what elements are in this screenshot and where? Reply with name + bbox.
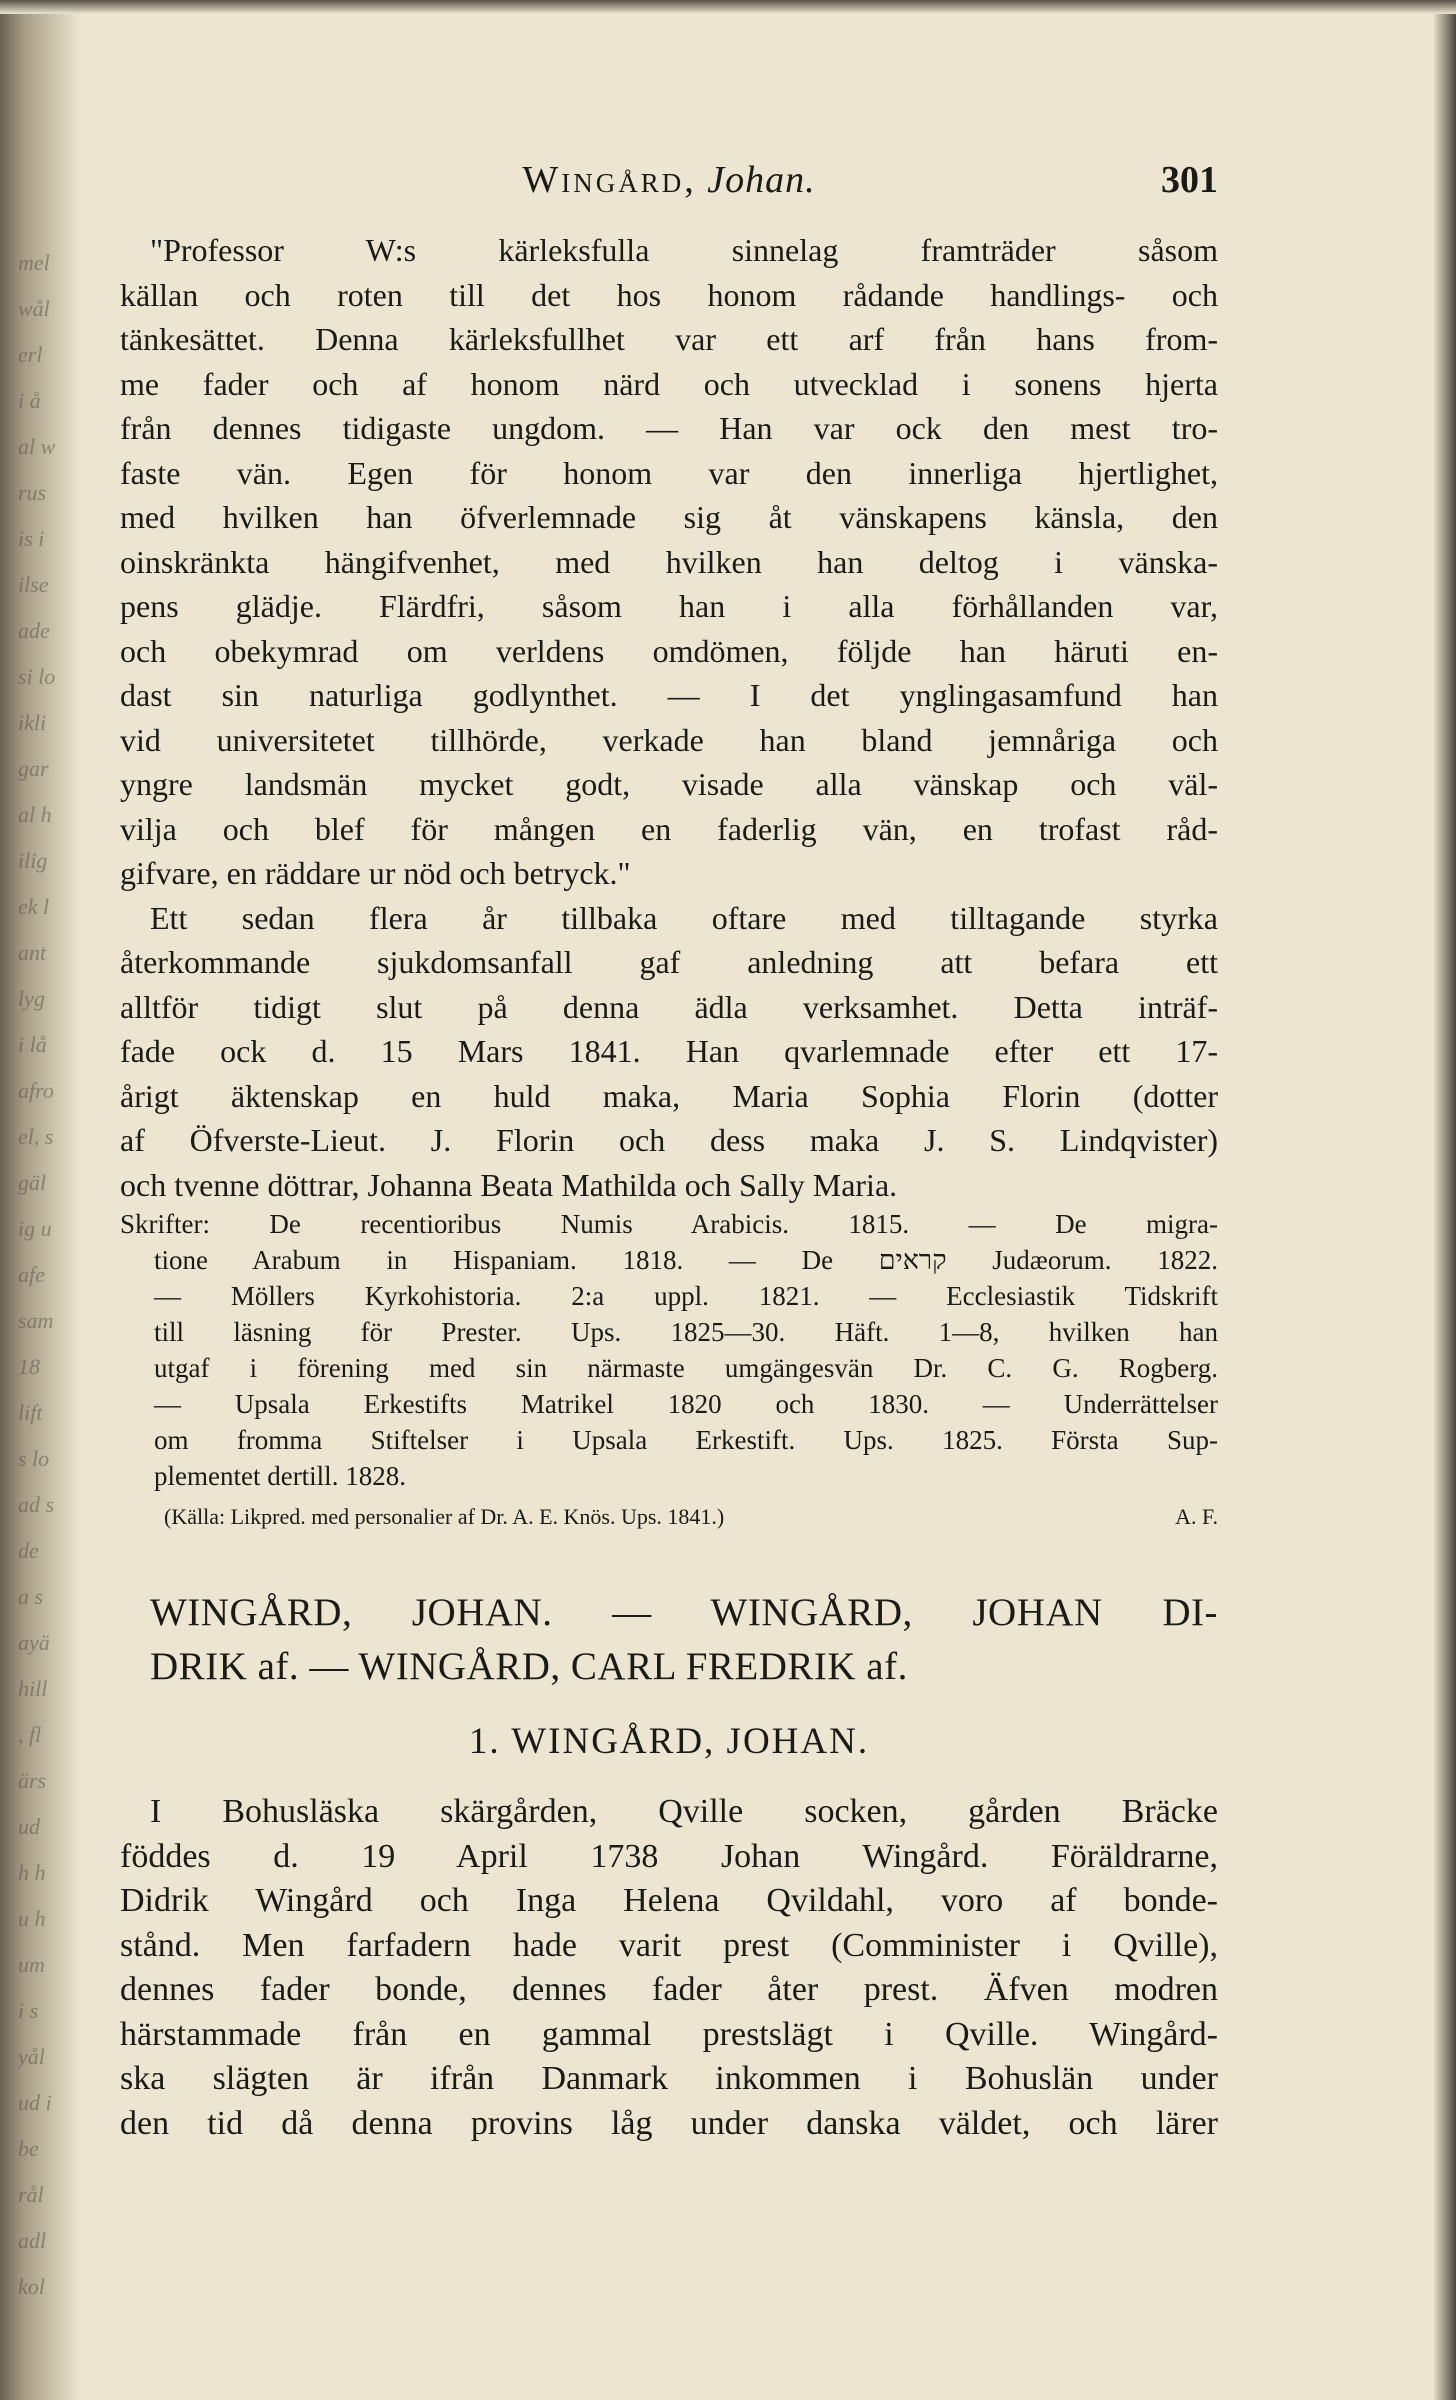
text-line: pens glädje. Flärdfri, såsom han i alla förhållanden var, xyxy=(120,588,1218,624)
main-text xyxy=(120,228,1218,1207)
facing-page-bleed: mel wål erl i å al w rus is i ilse ade si lo ikli gar al h ilig ek l ant lyg i lå afro el, s gäl ig u afe sam 18 lift s lo ad s de a s ayä hill , fl ärs ud h h u h um i s yål ud i be rål adl kol xyxy=(18,250,56,2299)
page-number: 301 xyxy=(1161,159,1218,201)
bibliography-line: plementet dertill. 1828. xyxy=(154,1461,406,1491)
text-line: dennes fader bonde, dennes fader åter prest. Äfven modren xyxy=(120,1971,1218,2008)
subheading: 1. WINGÅRD, JOHAN. xyxy=(468,1721,870,1762)
text-line: dast sin naturliga godlynthet. — I det ynglingasamfund han xyxy=(120,677,1218,713)
text-line: föddes d. 19 April 1738 Johan Wingård. Föräldrarne, xyxy=(120,1837,1218,1875)
text-line: den tid då denna provins låg under danska väldet, och lärer xyxy=(120,2104,1218,2142)
heading-line: DRIK af. — WINGÅRD, CARL FREDRIK af. xyxy=(150,1645,908,1688)
text-line: vilja och blef för mången en faderlig vän, en trofast råd- xyxy=(120,810,1218,847)
text-line: källan och roten till det hos honom rådande handlings- och xyxy=(120,276,1218,313)
top-edge-shadow xyxy=(0,0,1456,14)
text-line: alltför tidigt slut på denna ädla verksamhet. Detta inträf- xyxy=(120,988,1218,1025)
text-line: I Bohusläska skärgården, Qville socken, gården Bräcke xyxy=(150,1793,1218,1830)
text-line: "Professor W:s kärleksfulla sinnelag framträder såsom xyxy=(150,232,1218,268)
running-title-given: Johan. xyxy=(707,159,816,201)
bibliography-line: — Möllers Kyrkohistoria. 2:a uppl. 1821. — Ecclesiastik Tidskrift xyxy=(154,1281,1218,1311)
text-line: faste vän. Egen för honom var den innerliga hjertlighet, xyxy=(120,454,1218,491)
text-line: gifvare, en räddare ur nöd och betryck." xyxy=(120,855,631,891)
bibliography xyxy=(120,1206,1218,1494)
running-title xyxy=(120,158,1218,202)
bibliography-line: Skrifter: De recentioribus Numis Arabicis. 1815. — De migra- xyxy=(120,1209,1218,1239)
paragraph xyxy=(120,896,1218,1208)
quotation xyxy=(120,228,1218,896)
text-line: vid universitetet tillhörde, verkade han bland jemnåriga och xyxy=(120,721,1218,758)
page-edge-shadow xyxy=(1434,0,1456,2400)
text-line: och tvenne döttrar, Johanna Beata Mathilda och Sally Maria. xyxy=(120,1166,898,1203)
text-line: Ett sedan flera år tillbaka oftare med tilltagande styrka xyxy=(150,899,1218,936)
text-line: stånd. Men farfadern hade varit prest (Comminister i Qville), xyxy=(120,1926,1218,1964)
bibliography-line: om fromma Stiftelser i Upsala Erkestift. Ups. 1825. Första Sup- xyxy=(154,1425,1218,1455)
bibliography-line: utgaf i förening med sin närmaste umgängesvän Dr. C. G. Rogberg. xyxy=(154,1353,1218,1383)
text-line: fade ock d. 15 Mars 1841. Han qvarlemnade efter ett 17- xyxy=(120,1033,1218,1069)
text-line: Didrik Wingård och Inga Helena Qvildahl, voro af bonde- xyxy=(120,1882,1218,1919)
text-line: återkommande sjukdomsanfall gaf anledning att befara ett xyxy=(120,944,1218,980)
bibliography-line: — Upsala Erkestifts Matrikel 1820 och 1830. — Underrättelser xyxy=(154,1389,1218,1419)
biography-text xyxy=(120,1790,1218,2146)
article-heading xyxy=(120,1586,1218,1694)
running-title-name: Wingård, xyxy=(522,159,697,201)
text-line: med hvilken han öfverlemnade sig åt vänskapens känsla, den xyxy=(120,499,1218,535)
bibliography-line: tione Arabum in Hispaniam. 1818. — De קראים Judæorum. 1822. xyxy=(154,1245,1218,1275)
bibliography-line: till läsning för Prester. Ups. 1825—30. Häft. 1—8, hvilken han xyxy=(154,1317,1218,1347)
author-signature: A. F. xyxy=(1175,1504,1218,1529)
text-line: från dennes tidigaste ungdom. — Han var ock den mest tro- xyxy=(120,410,1218,446)
heading-line: WINGÅRD, JOHAN. — WINGÅRD, JOHAN DI- xyxy=(150,1591,1218,1634)
source-note xyxy=(120,1502,1218,1532)
text-line: tänkesättet. Denna kärleksfullhet var ett arf från hans from- xyxy=(120,321,1218,357)
text-line: af Öfverste-Lieut. J. Florin och dess maka J. S. Lindqvister) xyxy=(120,1122,1218,1158)
text-line: årigt äktenskap en huld maka, Maria Sophia Florin (dotter xyxy=(120,1077,1218,1114)
text-line: härstammade från en gammal prestslägt i Qville. Wingård- xyxy=(120,2015,1218,2053)
running-header xyxy=(120,158,1218,212)
text-line: och obekymrad om verldens omdömen, följde han häruti en- xyxy=(120,632,1218,669)
text-line: ska slägten är ifrån Danmark inkommen i Bohuslän under xyxy=(120,2060,1218,2097)
text-line: yngre landsmän mycket godt, visade alla vänskap och väl- xyxy=(120,766,1218,802)
text-line: me fader och af honom närd och utvecklad i sonens hjerta xyxy=(120,365,1218,402)
source-text: (Källa: Likpred. med personalier af Dr. A. E. Knös. Ups. 1841.) xyxy=(164,1504,725,1529)
text-line: oinskränkta hängifvenhet, med hvilken han deltog i vänska- xyxy=(120,543,1218,580)
